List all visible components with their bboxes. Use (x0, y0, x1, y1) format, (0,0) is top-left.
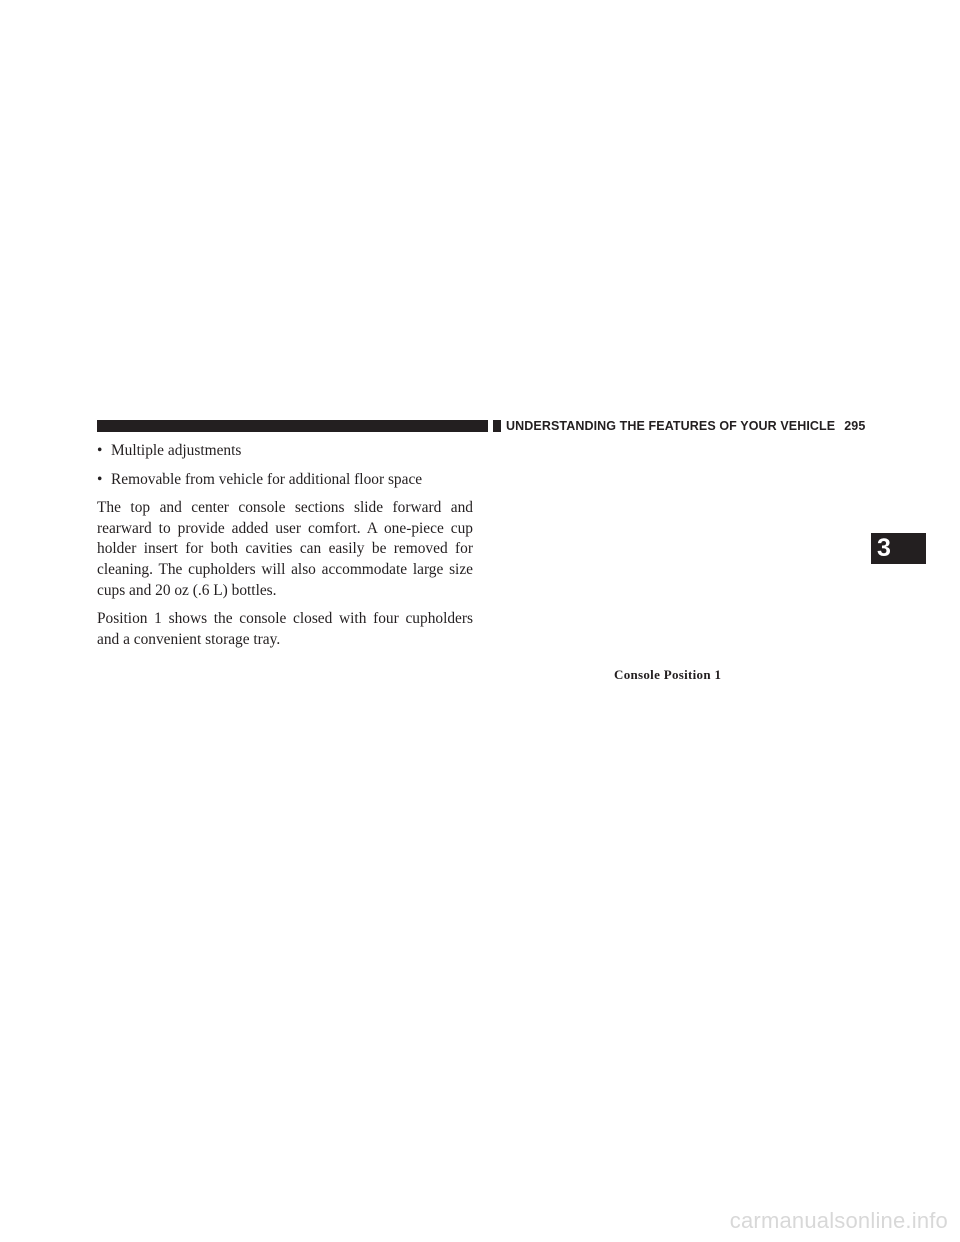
chapter-tab: 3 (871, 533, 926, 564)
bullet-item (97, 441, 473, 462)
header-rule (97, 420, 488, 432)
bullet-text: Multiple adjustments (111, 442, 242, 459)
figure-caption: Console Position 1 (614, 667, 722, 682)
section-title: UNDERSTANDING THE FEATURES OF YOUR VEHICLE (506, 419, 836, 433)
header-marker (493, 420, 501, 432)
body-text (97, 441, 473, 658)
page-number: 295 (844, 419, 866, 433)
running-header (493, 418, 865, 434)
bullet-symbol: • (97, 442, 103, 459)
bullet-text: Removable from vehicle for additional floor space (111, 470, 423, 488)
bullet-symbol: • (97, 470, 103, 488)
watermark: carmanualsonline.info (729, 1208, 948, 1233)
bullet-item (97, 470, 473, 491)
paragraph: The top and center console sections slide forward and rearward to provide added user comfort. A one-piece cup holder insert for both cavities can easily be removed for cleaning. The cupholders will also accommodate large size cups and 20 oz (.6 L) bottles. (97, 499, 473, 599)
paragraph: Position 1 shows the console closed with four cupholders and a convenient storage tray. (97, 610, 473, 648)
